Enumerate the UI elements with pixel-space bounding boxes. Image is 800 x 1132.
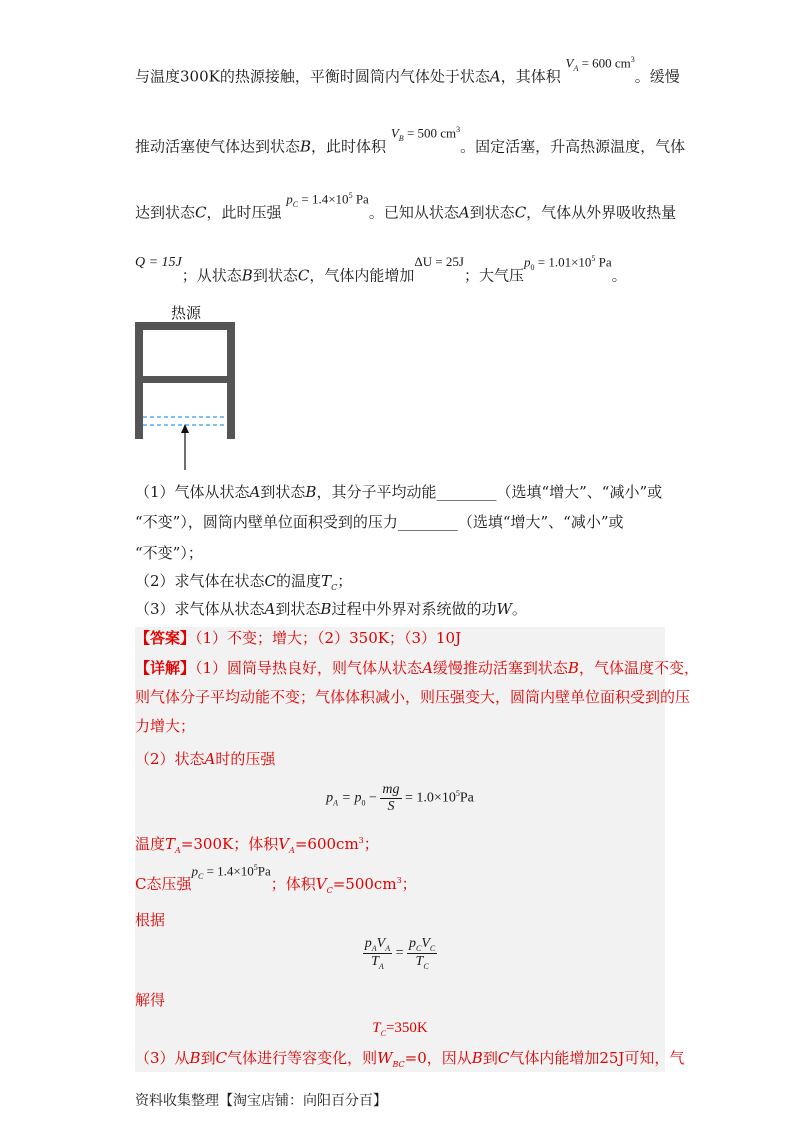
detail-line-2: 则气体分子平均动能不变；气体体积减小，则压强变大，圆筒内壁单位面积受到的压	[135, 688, 691, 706]
result-tc: $T_C=350K$	[372, 1020, 428, 1038]
formula-pc-answer: $p_C = 1.4\times 10^5Pa$	[191, 862, 271, 881]
detail-line-4: （2）状态A时的压强	[135, 750, 276, 768]
answer-line: 【答案】（1）不变；增大；（2）350K；（3）10J	[135, 629, 462, 647]
problem-line-4: Q = 15J；从状态B到状态C，气体内能增加ΔU = 25J；大气压$p_0 = 1.01\times 10^5$ Pa。	[135, 262, 627, 293]
formula-vb: $V_B = 500$ $cm^3$	[390, 125, 461, 143]
detail-line-6: C态压强$p_C = 1.4\times 10^5Pa$；体积$V_C=500cm^3$；	[135, 870, 417, 902]
footer-text: 资料收集整理【淘宝店铺：向阳百分百】	[135, 1093, 387, 1109]
formula-pc: $p_C = 1.4\times 10^5$ Pa	[286, 191, 369, 209]
cylinder-svg	[135, 302, 245, 472]
equation-gas-law: $\frac{p_AV_A}{T_A}$ = $\frac{p_CV_C}{T_C}$	[364, 936, 436, 971]
formula-va: $V_A = 600$ $cm^3$	[565, 55, 635, 73]
heat-source-label: 热源	[171, 304, 202, 322]
detail-line-1: 【详解】（1）圆筒导热良好，则气体从状态A缓慢推动活塞到状态B，气体温度不变，	[135, 659, 699, 677]
detail-line-7: 根据	[135, 911, 166, 929]
formula-q: Q = 15J	[135, 255, 182, 271]
detail-line-5: 温度$T_A=300K$；体积$V_A=600cm^3$；	[135, 835, 379, 855]
detail-line-3: 力增大；	[135, 717, 196, 735]
question-1: （1）气体从状态A到状态B，其分子平均动能________（选填“增大”、“减小”或	[135, 483, 663, 501]
detail-line-9: （3）从B到C气体进行等容变化，则$W_{BC}=0$，因从B到C气体内能增加25J可知，气	[135, 1049, 685, 1069]
cylinder-diagram	[135, 302, 245, 472]
problem-line-3: 达到状态C，此时压强 $p_C = 1.4\times 10^5$ Pa。已知从状态A到状态C，气体从外界吸收热量	[135, 199, 676, 230]
detail-line-8: 解得	[135, 991, 166, 1009]
problem-line-1: 与温度300K的热源接触，平衡时圆筒内气体处于状态A，其体积 $V_A = 600$ $cm^3$。缓慢	[135, 63, 680, 94]
formula-p0: $p_0 = 1.01\times 10^5$ Pa	[524, 254, 612, 272]
question-2: （2）求气体在状态C的温度$T_C$；	[135, 572, 353, 592]
question-1-cont2: “不变”）；	[135, 544, 203, 562]
equation-pa: $p_A = p_0$ − $\frac{mg}{S}$ = $1.0\times 10^5Pa$	[326, 782, 474, 814]
question-1-cont: “不变”），圆筒内壁单位面积受到的压力________（选填“增大”、“减小”或	[135, 513, 624, 531]
formula-du: ΔU = 25J	[414, 254, 464, 270]
question-3: （3）求气体从状态A到状态B过程中外界对系统做的功W。	[135, 600, 527, 618]
problem-line-2: 推动活塞使气体达到状态B，此时体积 $V_B = 500$ $cm^3$。固定活塞，升高热源温度，气体	[135, 133, 685, 164]
